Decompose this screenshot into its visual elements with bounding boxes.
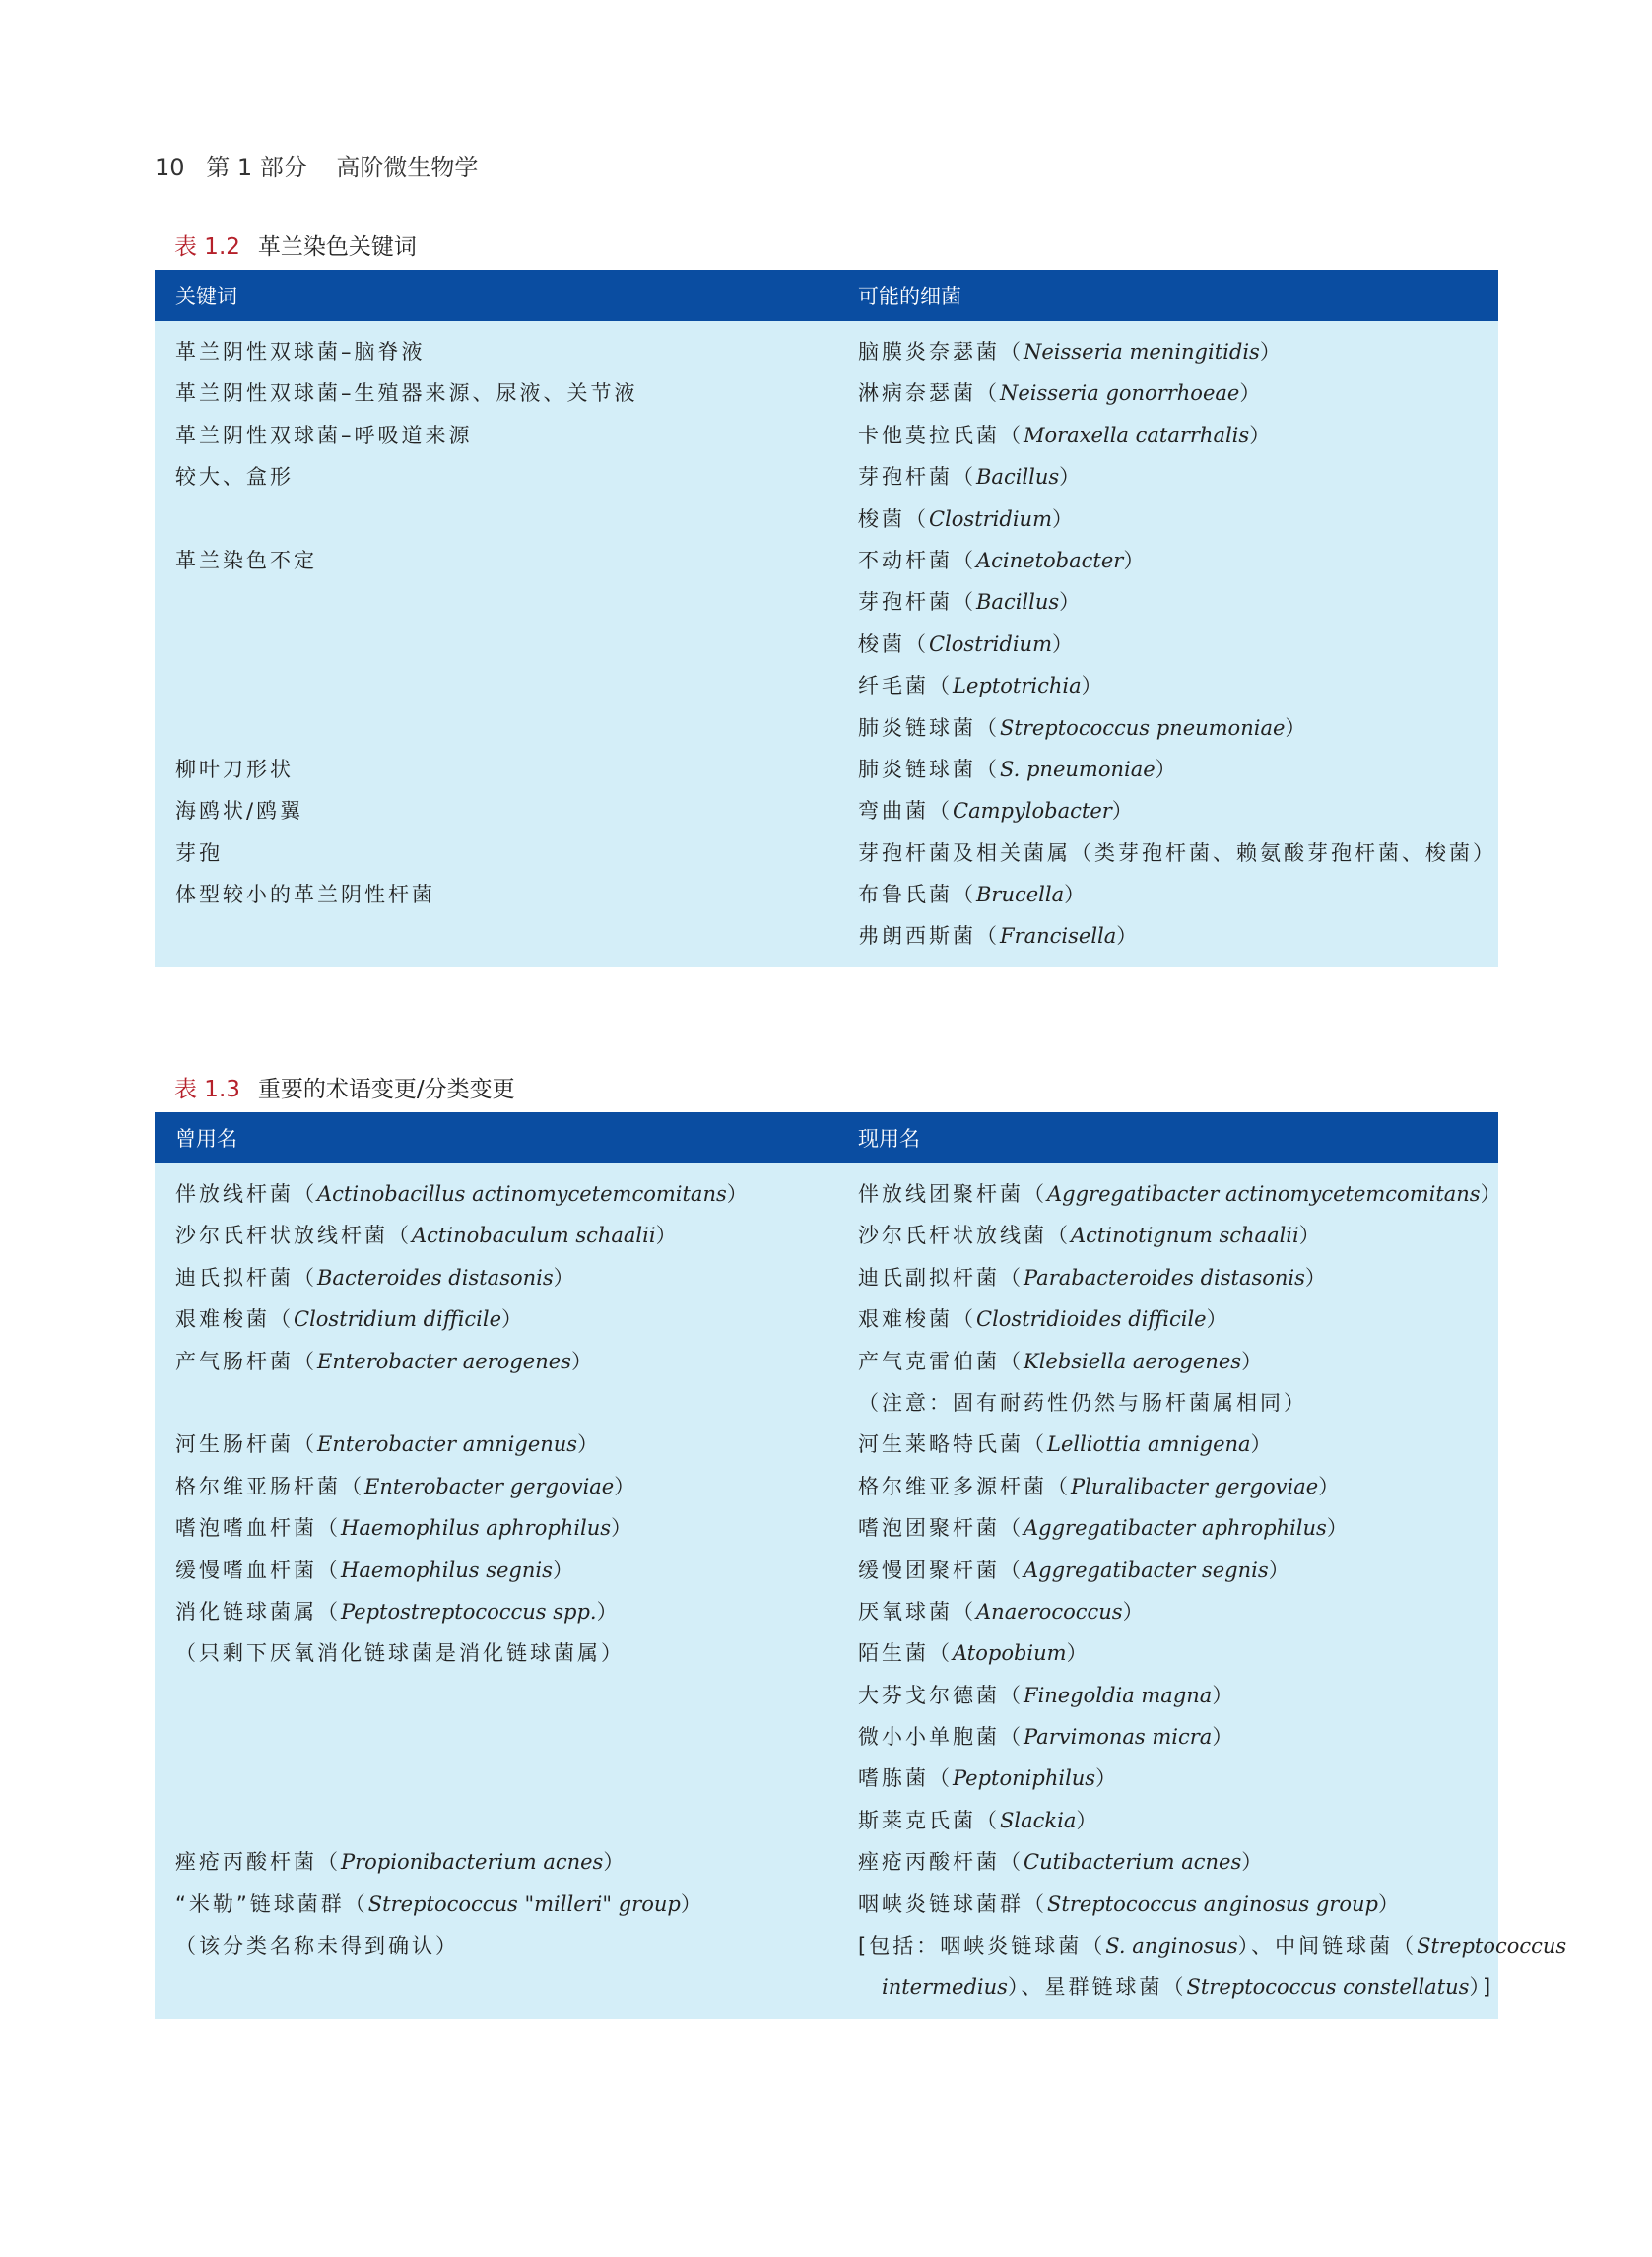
latin-name: Parvimonas micra <box>1024 1725 1213 1750</box>
chinese-name: 布鲁氏菌 <box>858 883 953 907</box>
table-row <box>155 1758 1498 1799</box>
latin-name: Actinobacillus actinomycetemcomitans <box>317 1182 727 1206</box>
keyword-cell: 革兰阴性双球菌–脑脊液 <box>175 340 426 364</box>
chinese-name: 弗朗西斯菌 <box>858 924 976 949</box>
column-header: 可能的细菌 <box>858 285 961 308</box>
chinese-name: 芽孢杆菌 <box>858 590 953 615</box>
old-name-cell: 伴放线杆菌（Actinobacillus actinomycetemcomitans） <box>175 1182 751 1206</box>
latin-name: Bacteroides distasonis <box>317 1265 554 1290</box>
latin-name: Francisella <box>1000 924 1117 949</box>
bacteria-cell: 脑膜炎奈瑟菌（Neisseria meningitidis） <box>858 340 1284 364</box>
table-row <box>155 1632 1498 1674</box>
latin-name: Lelliottia amnigena <box>1047 1432 1251 1457</box>
latin-name: S. pneumoniae <box>1000 757 1156 781</box>
table-body <box>155 321 1498 967</box>
new-name-cell: 斯莱克氏菌（Slackia） <box>858 1808 1100 1832</box>
table-row <box>155 1215 1498 1256</box>
table-row <box>155 1966 1498 2008</box>
table-row <box>155 832 1498 874</box>
old-name-cell: 消化链球菌属（Peptostreptococcus spp.） <box>175 1599 621 1624</box>
table-row <box>155 1800 1498 1841</box>
new-name-cell: 咽峡炎链球菌群（Streptococcus anginosus group） <box>858 1892 1402 1916</box>
chinese-name: 芽孢杆菌及相关菌属（类芽孢杆菌、赖氨酸芽孢杆菌、梭菌） <box>858 840 1496 865</box>
new-name-cell: 陌生菌（Atopobium） <box>858 1641 1090 1666</box>
table-row <box>155 874 1498 915</box>
old-name-cell: 痤疮丙酸杆菌（Propionibacterium acnes） <box>175 1850 628 1875</box>
chinese-name: 迪氏副拟杆菌 <box>858 1265 1000 1290</box>
chinese-name: 咽峡炎链球菌群 <box>858 1892 1024 1916</box>
table-row <box>155 1550 1498 1591</box>
latin-name: Brucella <box>976 883 1065 907</box>
bacteria-cell: 卡他莫拉氏菌（Moraxella catarrhalis） <box>858 423 1274 447</box>
table-row <box>155 1925 1567 1966</box>
table-row <box>155 456 1498 498</box>
new-name-cell: 微小小单胞菌（Parvimonas micra） <box>858 1725 1236 1750</box>
latin-name: Bacillus <box>976 590 1060 615</box>
chinese-name: 芽孢杆菌 <box>858 465 953 490</box>
column-header: 曾用名 <box>175 1127 237 1151</box>
keyword-cell: 较大、盒形 <box>175 465 294 490</box>
new-name-cell: 产气克雷伯菌（Klebsiella aerogenes） <box>858 1349 1266 1373</box>
table-row <box>155 1173 1504 1215</box>
old-name-note: （该分类名称未得到确认） <box>175 1934 459 1958</box>
table-row <box>155 915 1498 957</box>
bacteria-cell: 淋病奈瑟菌（Neisseria gonorrhoeae） <box>858 381 1264 406</box>
latin-name: Cutibacterium acnes <box>1024 1850 1242 1875</box>
latin-name: Aggregatibacter actinomycetemcomitans <box>1047 1182 1481 1206</box>
latin-name: S. anginosus <box>1105 1934 1238 1958</box>
chinese-name: 梭菌 <box>858 631 905 656</box>
table-row <box>155 707 1498 749</box>
chinese-name: 河生莱略特氏菌 <box>858 1432 1024 1457</box>
bacteria-cell: 弗朗西斯菌（Francisella） <box>858 924 1141 949</box>
latin-name: Bacillus <box>976 465 1060 490</box>
column-header: 现用名 <box>858 1127 920 1151</box>
latin-name: Neisseria gonorrhoeae <box>1000 381 1240 406</box>
latin-name: Acinetobacter <box>976 548 1124 572</box>
table-row <box>155 790 1498 831</box>
table-row <box>155 1466 1498 1507</box>
note-text: 、星群链球菌 <box>1021 1975 1163 2000</box>
latin-name: Clostridium difficile <box>294 1307 502 1332</box>
chinese-name: 弯曲菌 <box>858 799 929 824</box>
latin-name: Peptostreptococcus spp. <box>341 1599 597 1624</box>
new-name-cell: 痤疮丙酸杆菌（Cutibacterium acnes） <box>858 1850 1266 1875</box>
table-row <box>155 1257 1498 1298</box>
bacteria-cell: 纤毛菌（Leptotrichia） <box>858 674 1105 698</box>
table-1-2-caption <box>174 229 417 261</box>
table-number: 表 1.3 <box>174 1077 240 1102</box>
new-name-cell: 嗜泡团聚杆菌（Aggregatibacter aphrophilus） <box>858 1516 1351 1541</box>
new-name-cell: 大芬戈尔德菌（Finegoldia magna） <box>858 1683 1236 1707</box>
latin-name: Finegoldia magna <box>1024 1683 1213 1707</box>
bacteria-cell: 芽孢杆菌（Bacillus） <box>858 465 1084 490</box>
table-row <box>155 665 1498 706</box>
chinese-name: 嗜泡团聚杆菌 <box>858 1516 1000 1541</box>
table-row <box>155 1675 1498 1716</box>
keyword-cell: 柳叶刀形状 <box>175 757 294 781</box>
chinese-name: 纤毛菌 <box>858 674 929 698</box>
chinese-name: 大芬戈尔德菌 <box>858 1683 1000 1707</box>
table-row <box>155 581 1498 623</box>
table-row <box>155 1507 1498 1549</box>
table-row <box>155 372 1498 414</box>
new-name-note: [包括：咽峡炎链球菌（S. anginosus）、中间链球菌（Streptococcus <box>858 1934 1567 1958</box>
chinese-name: 沙尔氏杆状放线杆菌 <box>175 1224 388 1248</box>
chinese-name: 艰难梭菌 <box>858 1307 953 1332</box>
table-row <box>155 540 1498 581</box>
new-name-cell: 格尔维亚多源杆菌（Pluralibacter gergoviae） <box>858 1474 1343 1498</box>
latin-name: Klebsiella aerogenes <box>1024 1349 1242 1373</box>
old-name-cell: 沙尔氏杆状放线杆菌（Actinobaculum schaalii） <box>175 1224 680 1248</box>
latin-name: Clostridium <box>929 631 1052 656</box>
latin-name: Clostridium <box>929 506 1052 531</box>
chinese-name: 肺炎链球菌 <box>858 757 976 781</box>
latin-name: Moraxella catarrhalis <box>1024 423 1250 447</box>
old-name-cell: 嗜泡嗜血杆菌（Haemophilus aphrophilus） <box>175 1516 635 1541</box>
chinese-name: 斯莱克氏菌 <box>858 1808 976 1832</box>
note-text: [包括：咽峡炎链球菌 <box>858 1934 1083 1958</box>
chinese-name: 消化链球菌属 <box>175 1599 317 1624</box>
chinese-name: 嗜泡嗜血杆菌 <box>175 1516 317 1541</box>
part-label: 第 1 部分 <box>206 154 307 181</box>
chinese-name: 痤疮丙酸杆菌 <box>175 1850 317 1875</box>
running-head <box>155 148 478 182</box>
old-name-cell: 迪氏拟杆菌（Bacteroides distasonis） <box>175 1265 577 1290</box>
table-title: 重要的术语变更/分类变更 <box>257 1077 515 1102</box>
latin-name: Anaerococcus <box>976 1599 1123 1624</box>
chinese-name: 陌生菌 <box>858 1641 929 1666</box>
latin-name: Enterobacter aerogenes <box>317 1349 571 1373</box>
keyword-cell: 芽孢 <box>175 840 223 865</box>
chinese-name: 缓慢嗜血杆菌 <box>175 1558 317 1582</box>
latin-name: Actinotignum schaalii <box>1071 1224 1299 1248</box>
latin-name: intermedius <box>882 1975 1008 2000</box>
table-header <box>155 1112 1498 1163</box>
page-number: 10 <box>155 154 185 181</box>
new-name-cell: 厌氧球菌（Anaerococcus） <box>858 1599 1147 1624</box>
bacteria-cell: 芽孢杆菌（Bacillus） <box>858 590 1084 615</box>
latin-name: Streptococcus constellatus <box>1186 1975 1470 2000</box>
new-name-cell: 艰难梭菌（Clostridioides difficile） <box>858 1307 1230 1332</box>
chinese-name: 艰难梭菌 <box>175 1307 270 1332</box>
old-name-cell <box>175 1632 625 1674</box>
chinese-name: 不动杆菌 <box>858 548 953 572</box>
chinese-name: 缓慢团聚杆菌 <box>858 1558 1000 1582</box>
chinese-name: 迪氏拟杆菌 <box>175 1265 294 1290</box>
chinese-name: （注意：固有耐药性仍然与肠杆菌属相同） <box>858 1390 1307 1415</box>
bacteria-cell: 不动杆菌（Acinetobacter） <box>858 548 1148 572</box>
latin-name: Campylobacter <box>953 799 1112 824</box>
old-name-cell: 缓慢嗜血杆菌（Haemophilus segnis） <box>175 1558 576 1582</box>
chinese-name: 厌氧球菌 <box>858 1599 953 1624</box>
old-name-cell: 格尔维亚肠杆菌（Enterobacter gergoviae） <box>175 1474 638 1498</box>
keyword-cell: 体型较小的革兰阴性杆菌 <box>175 883 435 907</box>
table-body <box>155 1163 1567 2019</box>
bacteria-cell: 肺炎链球菌（S. pneumoniae） <box>858 757 1179 781</box>
table-row <box>155 624 1498 665</box>
table-row <box>155 498 1498 540</box>
chinese-name: 产气克雷伯菌 <box>858 1349 1000 1373</box>
table-row <box>155 415 1498 456</box>
bacteria-cell: 布鲁氏菌（Brucella） <box>858 883 1089 907</box>
chinese-name: 卡他莫拉氏菌 <box>858 423 1000 447</box>
table-header <box>155 270 1498 321</box>
new-name-cell: 河生莱略特氏菌（Lelliottia amnigena） <box>858 1432 1275 1457</box>
latin-name: Propionibacterium acnes <box>341 1850 604 1875</box>
bacteria-cell <box>858 832 1496 874</box>
table-1-3 <box>155 1112 1567 2019</box>
table-row <box>155 1298 1498 1340</box>
latin-name: Streptococcus "milleri" group <box>367 1892 681 1916</box>
new-name-cell: 缓慢团聚杆菌（Aggregatibacter segnis） <box>858 1558 1292 1582</box>
keyword-cell: 革兰染色不定 <box>175 548 317 572</box>
latin-name: Streptococcus pneumoniae <box>1000 715 1286 740</box>
table-1-2 <box>155 270 1498 967</box>
latin-name: Aggregatibacter aphrophilus <box>1024 1516 1327 1541</box>
column-header: 关键词 <box>175 285 237 308</box>
old-name-cell: 河生肠杆菌（Enterobacter amnigenus） <box>175 1432 602 1457</box>
chinese-name: 脑膜炎奈瑟菌 <box>858 340 1000 364</box>
latin-name: Haemophilus segnis <box>341 1558 553 1582</box>
latin-name: Peptoniphilus <box>953 1766 1096 1791</box>
bacteria-cell: 梭菌（Clostridium） <box>858 506 1076 531</box>
latin-name: Enterobacter amnigenus <box>317 1432 578 1457</box>
new-name-note-cont: intermedius）、星群链球菌（Streptococcus constellatus）] <box>882 1975 1494 2000</box>
new-name-cell <box>858 1382 1307 1424</box>
latin-name: Slackia <box>1000 1808 1077 1832</box>
new-name-cell: 嗜胨菌（Peptoniphilus） <box>858 1766 1120 1791</box>
table-row <box>155 1591 1498 1632</box>
keyword-cell: 革兰阴性双球菌–生殖器来源、尿液、关节液 <box>175 381 638 406</box>
latin-name: Streptococcus anginosus group <box>1047 1892 1378 1916</box>
latin-name: Streptococcus <box>1417 1934 1567 1958</box>
latin-name: Enterobacter gergoviae <box>364 1474 615 1498</box>
table-row <box>155 1382 1498 1424</box>
chinese-name: 格尔维亚多源杆菌 <box>858 1474 1047 1498</box>
bacteria-cell: 肺炎链球菌（Streptococcus pneumoniae） <box>858 715 1309 740</box>
chinese-name: 产气肠杆菌 <box>175 1349 294 1373</box>
table-1-3-caption <box>174 1071 515 1103</box>
keyword-cell: 革兰阴性双球菌–呼吸道来源 <box>175 423 473 447</box>
latin-name: Aggregatibacter segnis <box>1024 1558 1269 1582</box>
table-row <box>155 331 1498 372</box>
table-row <box>155 1424 1498 1465</box>
chinese-name: 嗜胨菌 <box>858 1766 929 1791</box>
latin-name: Atopobium <box>953 1641 1067 1666</box>
chinese-name: 梭菌 <box>858 506 905 531</box>
table-row <box>155 1841 1498 1883</box>
table-row <box>155 1884 1498 1925</box>
old-name-cell: 产气肠杆菌（Enterobacter aerogenes） <box>175 1349 595 1373</box>
new-name-cell: 迪氏副拟杆菌（Parabacteroides distasonis） <box>858 1265 1329 1290</box>
table-row <box>155 749 1498 790</box>
keyword-cell: 海鸥状/鸥翼 <box>175 799 304 824</box>
latin-name: Clostridioides difficile <box>976 1307 1207 1332</box>
chinese-name: 格尔维亚肠杆菌 <box>175 1474 341 1498</box>
chinese-name: 河生肠杆菌 <box>175 1432 294 1457</box>
latin-name: Pluralibacter gergoviae <box>1071 1474 1319 1498</box>
new-name-cell: 伴放线团聚杆菌（Aggregatibacter actinomycetemcomitans） <box>858 1182 1504 1206</box>
table-title: 革兰染色关键词 <box>257 234 417 260</box>
chinese-name: “米勒”链球菌群 <box>175 1892 345 1916</box>
table-row <box>155 1341 1498 1382</box>
latin-name: Actinobaculum schaalii <box>412 1224 656 1248</box>
old-name-cell: 艰难梭菌（Clostridium difficile） <box>175 1307 526 1332</box>
chinese-name: 痤疮丙酸杆菌 <box>858 1850 1000 1875</box>
chinese-name: 肺炎链球菌 <box>858 715 976 740</box>
chinese-name: 伴放线杆菌 <box>175 1182 294 1206</box>
old-name-cell: “米勒”链球菌群（Streptococcus "milleri" group） <box>175 1892 704 1916</box>
table-number: 表 1.2 <box>174 234 240 260</box>
latin-name: Neisseria meningitidis <box>1024 340 1260 364</box>
latin-name: Haemophilus aphrophilus <box>341 1516 612 1541</box>
table-row <box>155 1716 1498 1758</box>
latin-name: Leptotrichia <box>953 674 1082 698</box>
chinese-name: （只剩下厌氧消化链球菌是消化链球菌属） <box>175 1641 625 1666</box>
note-text: 、中间链球菌 <box>1251 1934 1394 1958</box>
bacteria-cell: 弯曲菌（Campylobacter） <box>858 799 1136 824</box>
latin-name: Parabacteroides distasonis <box>1024 1265 1305 1290</box>
bacteria-cell: 梭菌（Clostridium） <box>858 631 1076 656</box>
chinese-name: 淋病奈瑟菌 <box>858 381 976 406</box>
new-name-cell: 沙尔氏杆状放线菌（Actinotignum schaalii） <box>858 1224 1323 1248</box>
chinese-name: 沙尔氏杆状放线菌 <box>858 1224 1047 1248</box>
chinese-name: 伴放线团聚杆菌 <box>858 1182 1024 1206</box>
chinese-name: 微小小单胞菌 <box>858 1725 1000 1750</box>
part-title: 高阶微生物学 <box>336 154 479 181</box>
